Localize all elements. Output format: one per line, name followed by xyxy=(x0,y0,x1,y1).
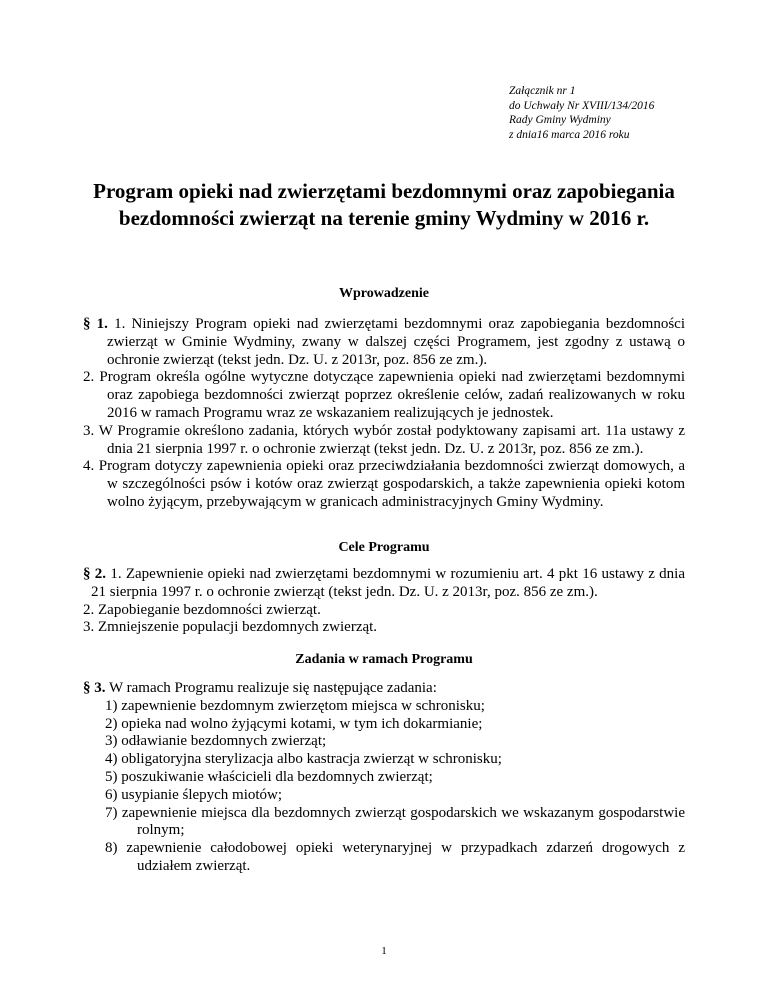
page-number: 1 xyxy=(381,945,387,957)
heading-tasks: Zadania w ramach Programu xyxy=(295,652,473,667)
intro-paragraph-2: 2. Program określa ogólne wytyczne dotyczące zapewnienia opieki nad zwierzętami bezdomnymi oraz zapobiega bezdomności zwierząt poprzez określenie celów, zadań realizowanych w roku 2016 w ramach Programu wraz ze wskazaniem realizujących je jednostek. xyxy=(83,369,685,421)
section-goals xyxy=(83,566,685,637)
title-line-2: bezdomności zwierząt na terenie gminy Wydminy w 2016 r. xyxy=(118,206,650,230)
task-item-4: 4) obligatoryjna sterylizacja albo kastracja zwierząt w schronisku; xyxy=(105,751,502,768)
section-sign-2: § 2. xyxy=(83,566,107,582)
task-item-6: 6) usypianie ślepych miotów; xyxy=(105,786,283,803)
section-sign-1: § 1. xyxy=(83,316,108,332)
goals-paragraph-1: § 2. 1. Zapewnienie opieki nad zwierzętami bezdomnymi w rozumieniu art. 4 pkt 16 ustawy z dnia 21 sierpnia 1997 r. o ochronie zwierząt (tekst jedn. Dz. U. z 2013r, poz. 856 ze zm.). xyxy=(83,566,686,600)
intro-paragraph-3: 3. W Programie określono zadania, których wybór został podyktowany zapisami art. 11a ustawy z dnia 21 sierpnia 1997 r. o ochronie zwierząt (tekst jedn. Dz. U. z 2013r, poz. 856 ze zm.). xyxy=(83,422,685,457)
annex-line-1: Załącznik nr 1 xyxy=(509,85,576,97)
task-item-2: 2) opieka nad wolno żyjącymi kotami, w tym ich dokarmianie; xyxy=(105,715,483,732)
intro-paragraph-1: § 1. 1. Niniejszy Program opieki nad zwierzętami bezdomnymi oraz zapobiegania bezdomności zwierząt w Gminie Wydminy, zwany w dalszej części Programem, jest zgodny z ustawą o ochronie zwierząt (tekst jedn. Dz. U. z 2013r, poz. 856 ze zm.). xyxy=(83,316,686,368)
annex-note xyxy=(509,84,654,142)
tasks-intro: § 3. W ramach Programu realizuje się następujące zadania: xyxy=(83,680,437,696)
task-item-1: 1) zapewnienie bezdomnym zwierzętom miejsca w schronisku; xyxy=(105,697,485,714)
section-sign-3: § 3. xyxy=(83,680,106,696)
section-tasks xyxy=(83,680,685,876)
task-item-7: 7) zapewnienie miejsca dla bezdomnych zwierząt gospodarskich we wskazanym gospodarstwie rolnym; xyxy=(105,804,685,839)
task-item-5: 5) poszukiwanie właścicieli dla bezdomnych zwierząt; xyxy=(105,768,433,785)
goals-paragraph-2: 2. Zapobieganie bezdomności zwierząt. xyxy=(83,601,321,618)
section-introduction xyxy=(83,316,685,512)
task-item-8: 8) zapewnienie całodobowej opieki weterynaryjnej w przypadkach zdarzeń drogowych z udziałem zwierząt. xyxy=(105,840,685,874)
annex-line-3: Rady Gminy Wydminy xyxy=(509,114,611,126)
document-title xyxy=(60,178,708,232)
heading-goals: Cele Programu xyxy=(338,540,430,555)
title-line-1: Program opieki nad zwierzętami bezdomnymi oraz zapobiegania xyxy=(93,179,675,203)
goals-paragraph-3: 3. Zmniejszenie populacji bezdomnych zwierząt. xyxy=(83,619,378,636)
annex-line-4: z dnia16 marca 2016 roku xyxy=(509,128,630,141)
task-item-3: 3) odławianie bezdomnych zwierząt; xyxy=(105,733,327,750)
intro-paragraph-4: 4. Program dotyczy zapewnienia opieki oraz przeciwdziałania bezdomności zwierząt domowych, a w szczególności psów i kotów oraz zwierząt gospodarskich, a także zapewnienia opieki kotom wolno żyjącym, przebywającym w granicach administracyjnych Gminy Wydminy. xyxy=(83,458,685,510)
heading-introduction: Wprowadzenie xyxy=(339,286,429,301)
annex-line-2: do Uchwały Nr XVIII/134/2016 xyxy=(509,99,655,112)
